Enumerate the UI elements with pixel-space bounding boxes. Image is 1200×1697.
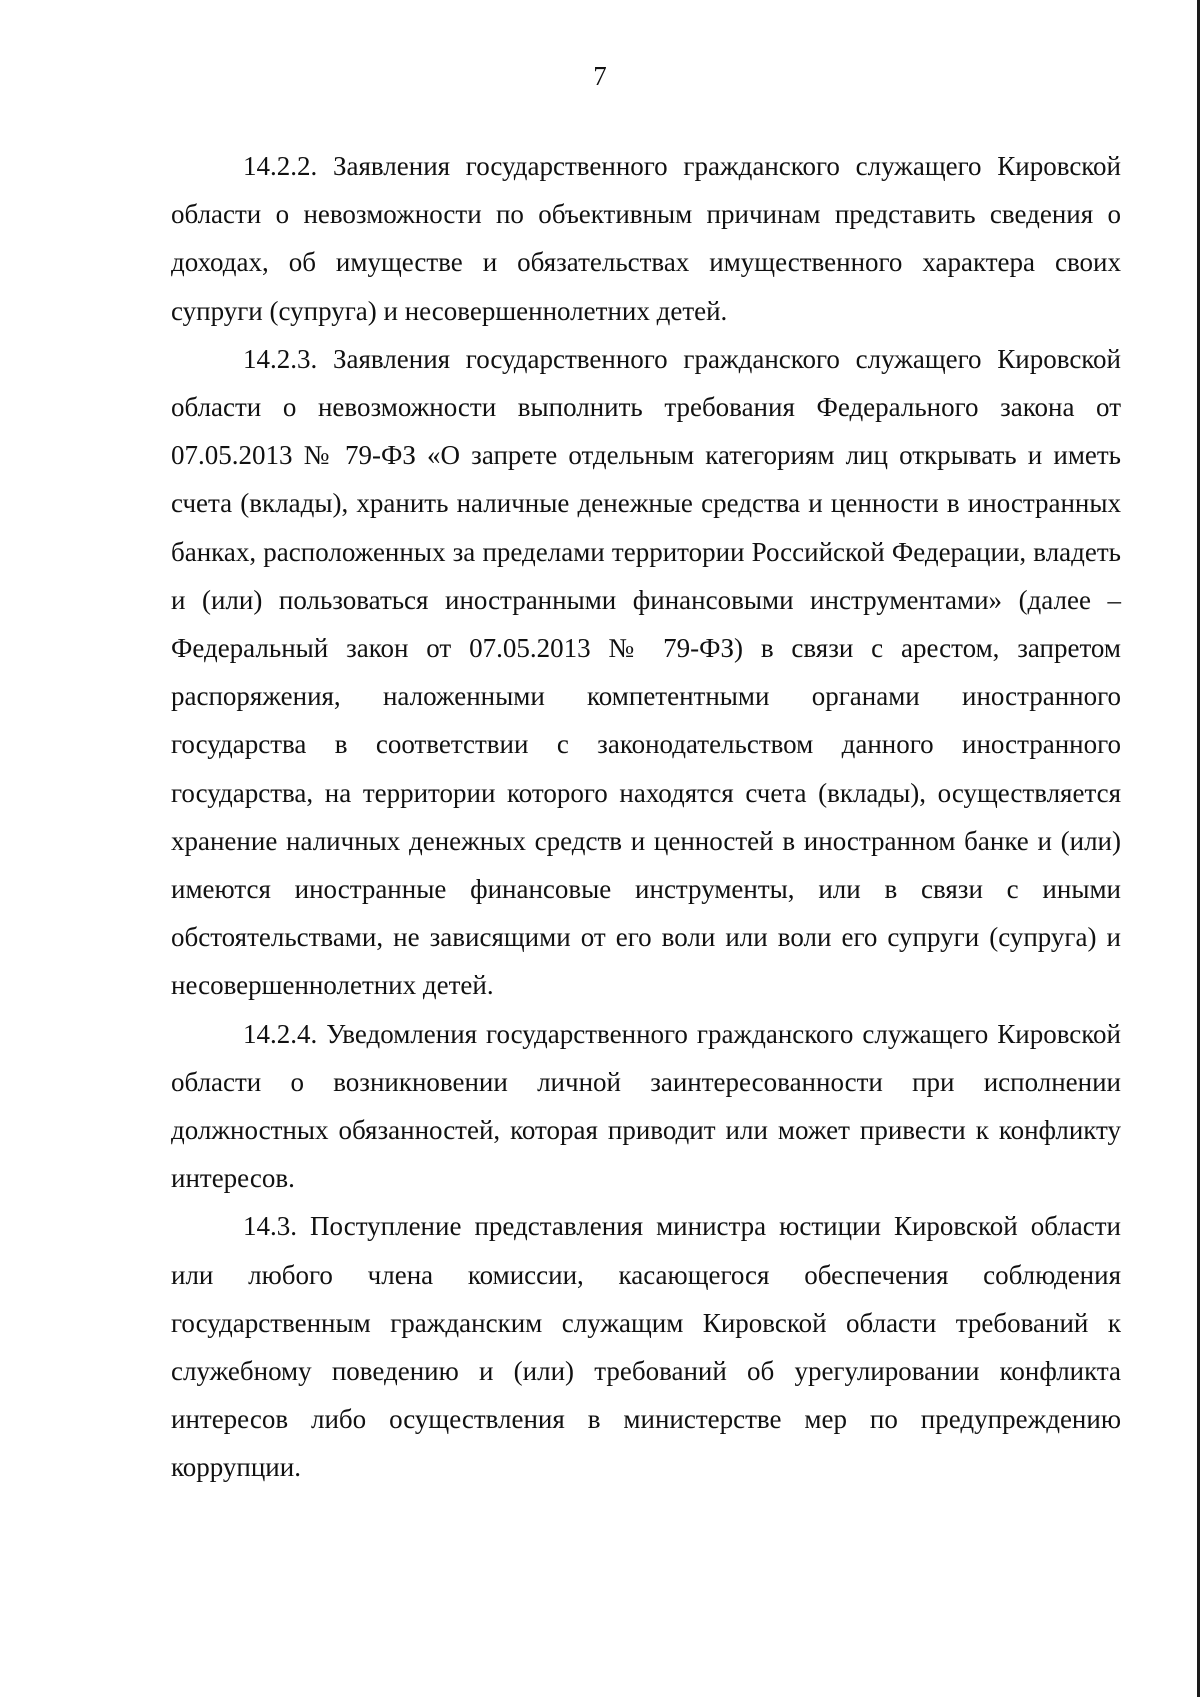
paragraph-14-2-4: 14.2.4. Уведомления государственного гражданского служащего Кировской области о возникновении личной заинтересованности при исполнении должностных обязанностей, которая приводит или может привести к конфликту интересов. xyxy=(171,1018,1121,1194)
page-number: 7 xyxy=(593,61,607,91)
document-body xyxy=(171,142,1121,1492)
paragraph-14-2-3: 14.2.3. Заявления государственного гражданского служащего Кировской области о невозможности выполнить требования Федерального закона от 07.05.2013 № 79-ФЗ «О запрете отдельным категориям лиц открывать и иметь счета (вклады), хранить наличные денежные средства и ценности в иностранных банках, расположенных за пределами территории Российской Федерации, владеть и (или) пользоваться иностранными финансовыми инструментами» (далее – Федеральный закон от 07.05.2013 № 79-ФЗ) в связи с арестом, запретом распоряжения, наложенными компетентными органами иностранного государства в соответствии с законодательством данного иностранного государства, на территории которого находятся счета (вклады), осуществляется хранение наличных денежных средств и ценностей в иностранном банке и (или) имеются иностранные финансовые инструменты, или в связи с иными обстоятельствами, не зависящими от его воли или воли его супруги (супруга) и несовершеннолетних детей. xyxy=(171,343,1121,1001)
paragraph-14-3: 14.3. Поступление представления министра юстиции Кировской области или любого члена комиссии, касающегося обеспечения соблюдения государственным гражданским служащим Кировской области требований к служебному поведению и (или) требований об урегулировании конфликта интересов либо осуществления в министерстве мер по предупреждению коррупции. xyxy=(171,1211,1121,1483)
paragraph-14-2-2: 14.2.2. Заявления государственного гражданского служащего Кировской области о невозможности по объективным причинам представить сведения о доходах, об имуществе и обязательствах имущественного характера своих супруги (супруга) и несовершеннолетних детей. xyxy=(171,151,1121,326)
